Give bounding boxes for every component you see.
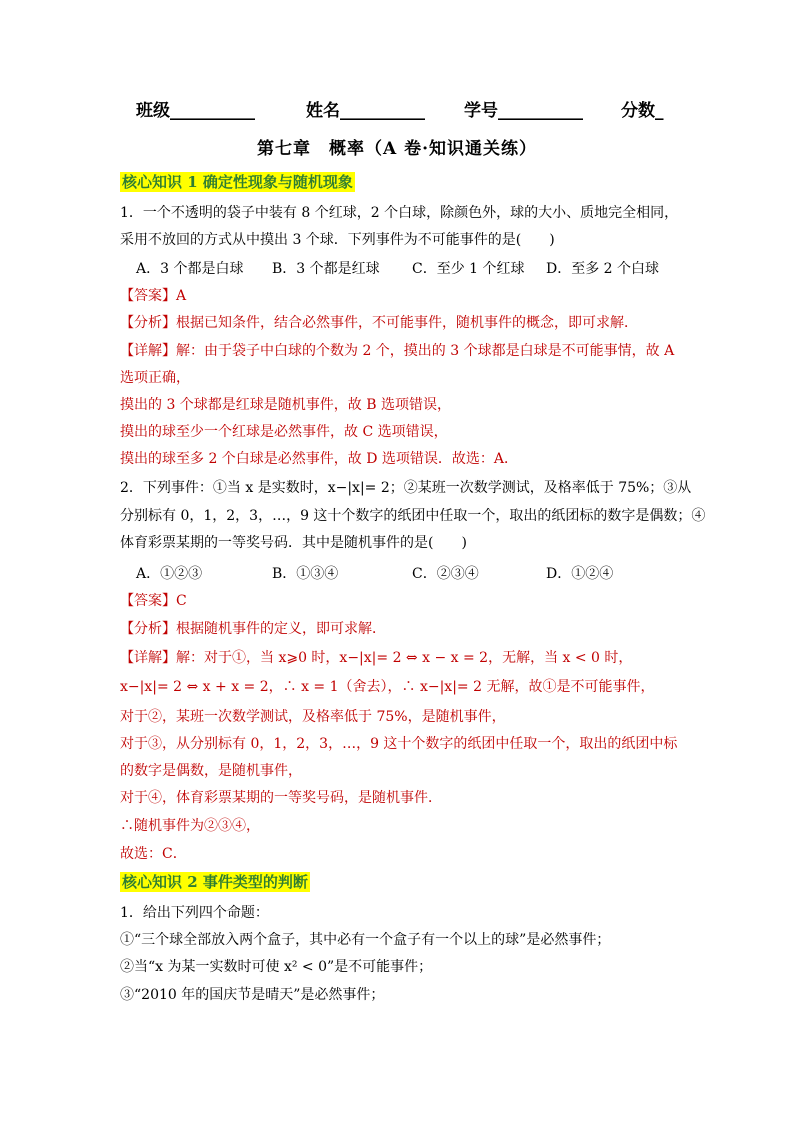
q1-detail-line-1 (120, 340, 674, 362)
section-heading-2: 核心知识 2 事件类型的判断 (122, 873, 308, 891)
answer-tag: 【答案】 (120, 593, 176, 609)
q2-option-b: B．①③④ (272, 566, 339, 582)
q2-stem-line-3: 体育彩票某期的一等奖号码．其中是随机事件的是( ) (120, 535, 467, 551)
detail-tag: 【详解】 (120, 650, 176, 666)
q1-option-c: C．至少 1 个红球 (412, 261, 525, 277)
q2-detail-line-2: x−|x|= 2 ⇔ x + x = 2，∴ x = 1（舍去），∴ x−|x|= 2 无解，故①是不可能事件， (120, 679, 655, 695)
answer-tag: 【答案】 (120, 288, 176, 304)
student-id-field: 学号__________ (464, 101, 583, 121)
q1-analysis (120, 312, 638, 334)
name-field: 姓名__________ (306, 101, 425, 121)
q1-options (120, 258, 680, 280)
q3-stem-line-3: ②当“x 为某一实数时可使 x² < 0”是不可能事件； (120, 959, 433, 975)
detail-tag: 【详解】 (120, 343, 176, 359)
q2-detail-line-6: 对于④，体育彩票某期的一等奖号码，是随机事件． (120, 790, 442, 806)
q2-option-a: A．①②③ (136, 566, 203, 582)
q2-option-d: D．①②④ (546, 566, 614, 582)
detail-text: 解：对于①，当 x⩾0 时，x−|x|= 2 ⇔ x − x = 2，无解，当 x < 0 时， (176, 650, 633, 666)
q2-detail-line-7: ∴随机事件为②③④， (120, 818, 260, 834)
q2-detail-line-5: 的数字是偶数，是随机事件， (120, 763, 302, 779)
detail-text: 解：由于袋子中白球的个数为 2 个，摸出的 3 个球都是白球是不可能事情，故 A (176, 343, 675, 359)
q2-option-c: C．②③④ (412, 566, 479, 582)
q1-detail-line-4: 摸出的球至少一个红球是必然事件，故 C 选项错误， (120, 424, 448, 440)
answer-value: C (176, 593, 187, 609)
q3-stem-line-2: ①“三个球全部放入两个盒子，其中必有一个盒子有一个以上的球”是必然事件； (120, 932, 611, 948)
q1-answer (120, 285, 186, 307)
q1-option-b: B．3 个都是红球 (272, 261, 380, 277)
analysis-text: 根据随机事件的定义，即可求解． (176, 621, 386, 637)
section-heading-1: 核心知识 1 确定性现象与随机现象 (122, 173, 353, 191)
q2-final: 故选：C． (120, 846, 187, 862)
q1-detail-line-3: 摸出的 3 个球都是红球是随机事件，故 B 选项错误， (120, 397, 451, 413)
q1-option-d: D．至多 2 个白球 (546, 261, 660, 277)
q2-analysis (120, 618, 386, 640)
q2-detail-line-3: 对于②，某班一次数学测试，及格率低于 75%，是随机事件， (120, 709, 506, 725)
score-field: 分数_ (621, 101, 664, 121)
q2-answer (120, 590, 187, 612)
q1-stem-line-1: 1．一个不透明的袋子中装有 8 个红球，2 个白球，除颜色外，球的大小、质地完全相同， (120, 205, 679, 221)
q1-detail-line-2: 选项正确， (120, 370, 190, 386)
q1-option-a: A．3 个都是白球 (136, 261, 244, 277)
student-info-header (136, 96, 676, 124)
q3-stem-line-1: 1．给出下列四个命题： (120, 905, 269, 921)
answer-value: A (176, 288, 187, 304)
analysis-text: 根据已知条件，结合必然事件，不可能事件，随机事件的概念，即可求解． (176, 315, 638, 331)
page-title: 第七章 概率（A 卷·知识通关练） (256, 139, 538, 159)
q3-stem-line-4: ③“2010 年的国庆节是晴天”是必然事件； (120, 987, 385, 1003)
analysis-tag: 【分析】 (120, 621, 176, 637)
q2-stem-line-1: 2．下列事件：①当 x 是实数时，x−|x|= 2；②某班一次数学测试，及格率低于 75%；③从 (120, 480, 692, 496)
q2-detail-line-4: 对于③，从分别标有 0，1，2，3，…，9 这十个数字的纸团中任取一个，取出的纸团中标 (120, 736, 678, 752)
q2-options (120, 563, 680, 585)
q1-detail-line-5: 摸出的球至多 2 个白球是必然事件，故 D 选项错误．故选：A． (120, 451, 519, 467)
q2-detail-line-1 (120, 647, 632, 669)
class-field: 班级__________ (136, 101, 255, 121)
q1-stem-line-2: 采用不放回的方式从中摸出 3 个球．下列事件为不可能事件的是( ) (120, 232, 555, 248)
q2-stem-line-2: 分别标有 0，1，2，3，…，9 这十个数字的纸团中任取一个，取出的纸团标的数字是偶数；④ (120, 508, 706, 524)
analysis-tag: 【分析】 (120, 315, 176, 331)
